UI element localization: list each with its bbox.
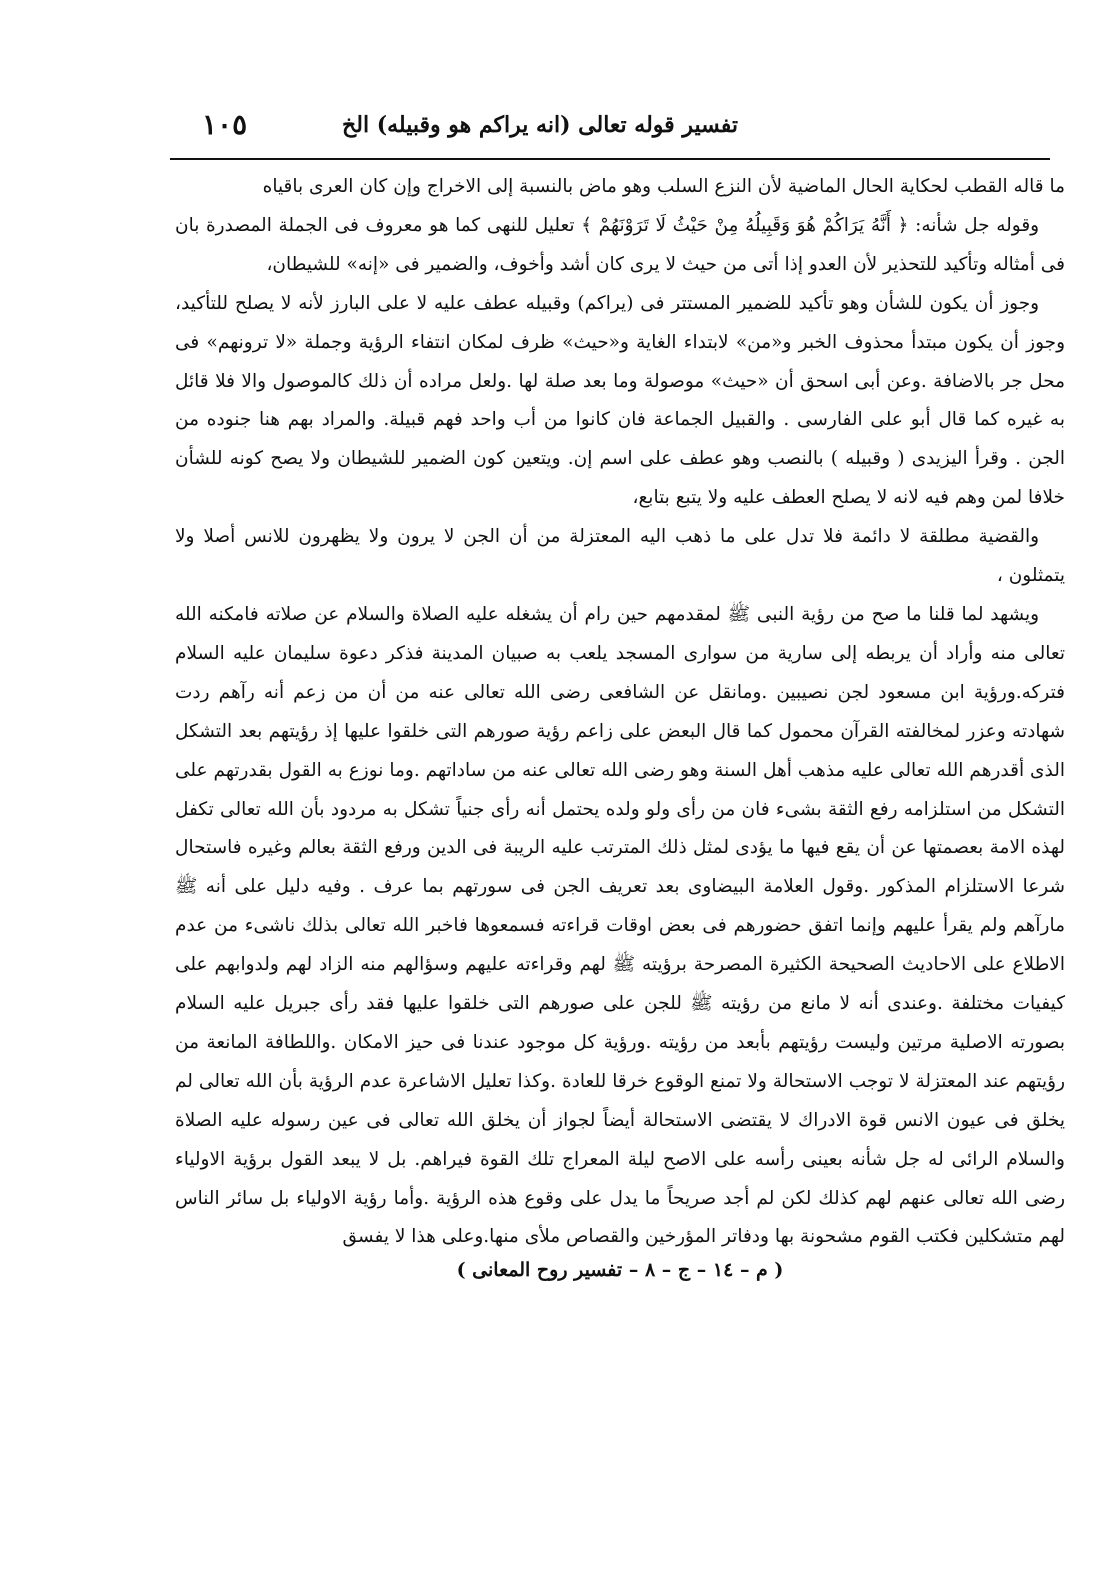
- running-title: تفسير قوله تعالى (انه يراكم هو وقبيله) الخ: [342, 112, 738, 138]
- paragraph: والقضية مطلقة لا دائمة فلا تدل على ما ذهب اليه المعتزلة من أن الجن لا يرون ولا يظهرون للانس أصلا ولا يتمثلون ،: [175, 526, 1065, 587]
- header-rule: [170, 158, 1050, 160]
- paragraph: ويشهد لما قلنا ما صح من رؤية النبى ﷺ لمقدمهم حين رام أن يشغله عليه الصلاة والسلام عن صلاته فامكنه الله تعالى منه وأراد أن يربطه إلى سارية من سوارى المسجد يلعب به صبيان المدينة فذكر دعوة سليمان عليه السلام فتركه.ورؤية ابن مسعود لجن نصيبين .ومانقل عن الشافعى رضى الله تعالى عنه من أن من زعم أنه رآهم ردت شهادته وعزر لمخالفته القرآن محمول كما قال البعض على زاعم رؤية صورهم التى خلقوا عليها إذ رؤيتهم بعد التشكل الذى أقدرهم الله تعالى عليه مذهب أهل السنة وهو رضى الله تعالى عنه من ساداتهم .وما نوزع به القول بقدرتهم على التشكل من استلزامه رفع الثقة بشىء فان من رأى ولو ولده يحتمل أنه رأى جنياً تشكل به مردود بأن الله تعالى تكفل لهذه الامة بعصمتها عن أن يقع فيها ما يؤدى لمثل ذلك المترتب عليه الريبة فى الدين ورفع الثقة بعالم وغيره فاستحال شرعا الاستلزام المذكور .وقول العلامة البيضاوى بعد تعريف الجن فى سورتهم بما عرف . وفيه دليل على أنه ﷺ مارآهم ولم يقرأ عليهم وإنما اتفق حضورهم فى بعض اوقات قراءته فسمعوها فاخبر الله تعالى بذلك ناشىء من عدم الاطلاع على الاحاديث الصحيحة الكثيرة المصرحة برؤيته ﷺ لهم وقراءته عليهم وسؤالهم منه الزاد لهم ولدوابهم على كيفيات مختلفة .وعندى أنه لا مانع من رؤيته ﷺ للجن على صورهم التى خلقوا عليها فقد رأى جبريل عليه السلام بصورته الاصلية مرتين وليست رؤيتهم بأبعد من رؤيته .ورؤية كل موجود عندنا فى حيز الامكان .واللطافة المانعة من رؤيتهم عند المعتزلة لا توجب الاستحالة ولا تمنع الوقوع خرقا للعادة .وكذا تعليل الاشاعرة عدم الرؤية بأن الله تعالى لم يخلق فى عيون الانس قوة الادراك لا يقتضى الاستحالة أيضاً لجواز أن يخلق الله تعالى فى عين رسوله عليه الصلاة والسلام الرائى له جل شأنه بعينى رأسه على الاصح ليلة المعراج تلك القوة فيراهم. بل لا يبعد القول برؤية الاولياء رضى الله تعالى عنهم لهم كذلك لكن لم أجد صريحاً ما يدل على وقوع هذه الرؤية .وأما رؤية الاولياء بل سائر الناس لهم متشكلين فكتب القوم مشحونة بها ودفاتر المؤرخين والقصاص ملأى منها.وعلى هذا لا يفسق: [175, 603, 1065, 1248]
- paragraph: ما قاله القطب لحكاية الحال الماضية لأن النزع السلب وهو ماض بالنسبة إلى الاخراج وإن كان العرى باقياه: [262, 176, 1065, 197]
- page-footer: ( م – ١٤ – ج – ٨ – تفسير روح المعانى ): [456, 1259, 784, 1282]
- paragraph: وقوله جل شأنه: ﴿ أَنَّهُ يَرَاكُمْ هُوَ وَقَبِيلُهُ مِنْ حَيْثُ لَا تَرَوْنَهُمْ ﴾ تعليل للنهى كما هو معروف فى الجملة المصدرة بان فى أمثاله وتأكيد للتحذير لأن العدو إذا أتى من حيث لا يرى كان أشد وأخوف، والضمير فى «إنه» للشيطان،: [175, 214, 1065, 275]
- page-number: ١٠٥: [202, 108, 248, 141]
- page-header: [60, 108, 1048, 152]
- main-text: [175, 168, 1065, 1257]
- paragraph: وجوز أن يكون للشأن وهو تأكيد للضمير المستتر فى (يراكم) وقبيله عطف عليه لا على البارز لأنه لا يصلح للتأكيد، وجوز أن يكون مبتدأ محذوف الخبر و«من» لابتداء الغاية و«حيث» ظرف لمكان انتفاء الرؤية وجملة «لا ترونهم» فى محل جر بالاضافة .وعن أبى اسحق أن «حيث» موصولة وما بعد صلة لها .ولعل مراده أن ذلك كالموصول والا فلا قائل به غيره كما قال أبو على الفارسى . والقبيل الجماعة فان كانوا من أب واحد فهم قبيلة. والمراد بهم هنا جنوده من الجن . وقرأ اليزيدى ( وقبيله ) بالنصب وهو عطف على اسم إن. ويتعين كون الضمير للشيطان ولا يصح كونه للشأن خلافا لمن وهم فيه لانه لا يصلح العطف عليه ولا يتبع بتابع،: [175, 292, 1065, 509]
